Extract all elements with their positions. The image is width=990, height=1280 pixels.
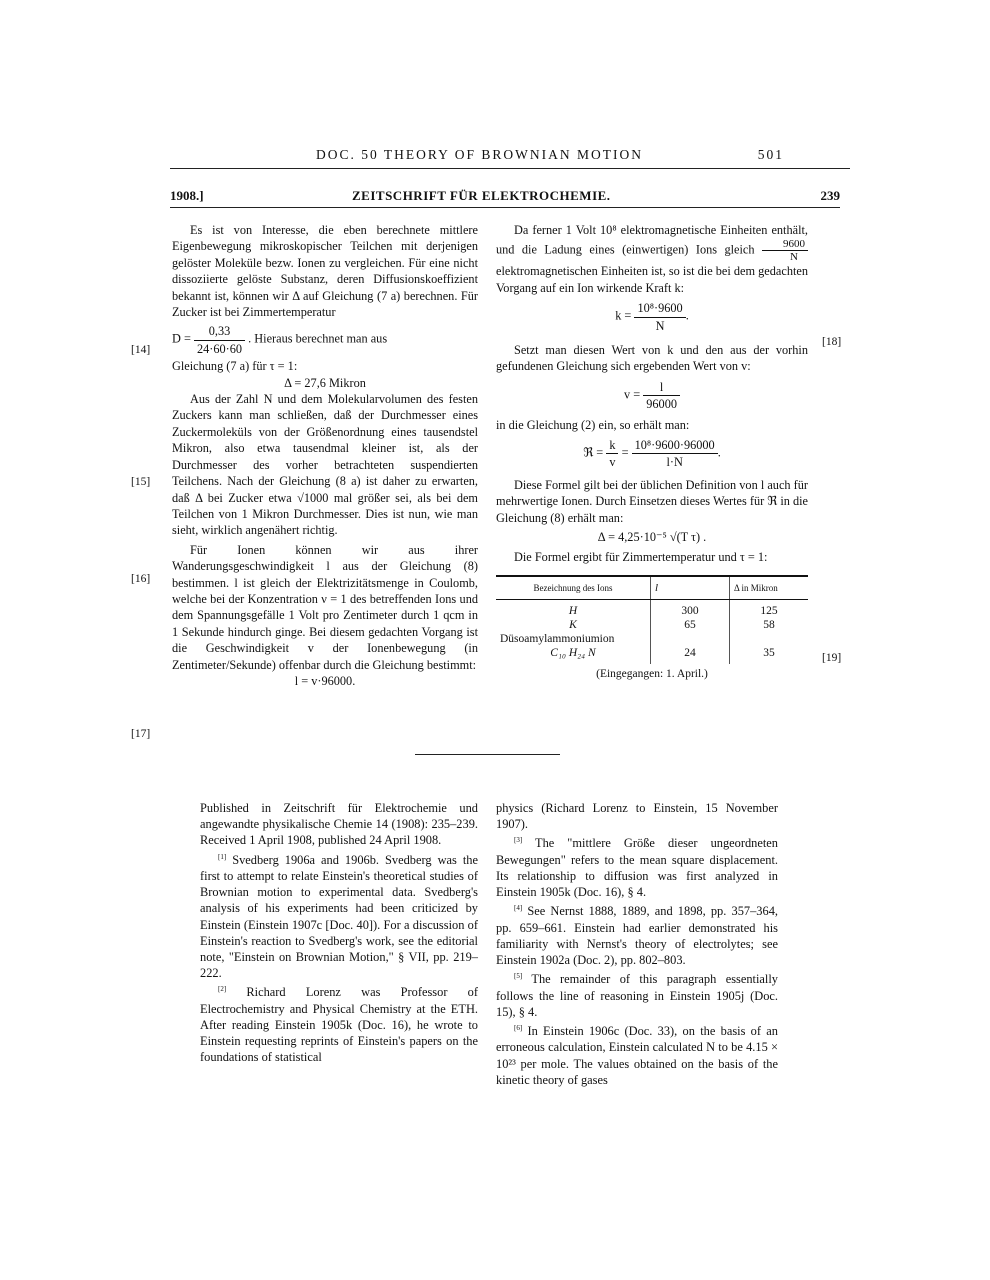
ion-table-header [496, 576, 808, 600]
equation-final: Δ = 4,25·10⁻⁵ √(T τ) . [597, 530, 707, 545]
table-row [496, 632, 808, 646]
equation-R-lhs: ℜ = [583, 445, 604, 460]
margin-note-17: [17] [131, 728, 151, 740]
equation-D-numerator: 0,33 [194, 323, 245, 340]
footnote-2-continued: physics (Richard Lorenz to Einstein, 15 November 1907). [496, 801, 778, 832]
footnote-mark-6: [6] [514, 1024, 523, 1033]
ion-l-cell: 300 [651, 600, 730, 619]
right-paragraph-1b: elektromagnetischen Einheiten ist, so ist die bei dem gedachten Vorgang auf ein Ion wirkende Kraft k: [496, 264, 808, 295]
journal-title: ZEITSCHRIFT FÜR ELEKTROCHEMIE. [352, 188, 611, 203]
left-paragraph-3: Aus der Zahl N und dem Molekularvolumen des festen Zuckers kann man schließen, daß der Durchmesser eines Zuckermoleküls von der Größenordnung eines tausendstel Mikron, also etwa tausendmal kleiner ist, als der Durchmesser des vorher betrachteten suspendierten Teilchens. Nach der Gleichung (8 a) ist daher zu erwarten, daß Δ bei Zucker etwa √1000 mal größer sei, als bei dem Teilchen von 1 Mikron Durchmesser. Dies ist nun, wie man sieht, wirklich angenähert richtig. [172, 392, 478, 538]
footnote-4 [496, 900, 778, 968]
equation-R-denominator-1: v [609, 455, 616, 470]
left-column [172, 222, 478, 689]
ion-name-cell: K [569, 619, 577, 632]
equation-R-denominator-2: l·N [666, 455, 683, 470]
right-paragraph-2: Setzt man diesen Wert von k und den aus der vorhin gefundenen Gleichung sich ergebenden Wert von v: [496, 343, 808, 374]
margin-note-16: [16] [131, 573, 151, 585]
footnotes-right [496, 800, 778, 1088]
equation-k-numerator: 10⁸·9600 [634, 300, 685, 317]
table-row [496, 618, 808, 632]
footnote-3-text: The "mittlere Größe dieser ungeordneten Bewegungen" refers to the mean square displacement. Its relationship to diffusion was first analyzed in Einstein 1905k (Doc. 16), § 4. [496, 836, 779, 900]
ion-delta-cell: 58 [763, 619, 775, 632]
equation-R-numerator-1: k [606, 437, 618, 454]
footnote-publication: Published in Zeitschrift für Elektrochemie und angewandte physikalische Chemie 14 (1908): 235–239. Received 1 April 1908, published 24 April 1908. [200, 801, 478, 848]
left-paragraph-1: Es ist von Interesse, die eben berechnete mittlere Eigenbewegung mikroskopischer Teilchen mit derjenigen gelöster Moleküle bezw. Ionen zu vergleichen. Für eine nicht dissoziierte gelöste Substanz, deren Diffusionskoeffizient bekannt ist, können wir Δ auf Gleichung (7 a) berechnen. Für Zucker ist bei Zimmertemperatur [172, 223, 478, 320]
ion-delta-cell: 125 [760, 605, 778, 618]
equation-k-end: . [685, 308, 689, 323]
equation-D-denominator: 24·60·60 [196, 341, 243, 356]
equation-R [496, 437, 808, 471]
footnote-1-text: Svedberg 1906a and 1906b. Svedberg was the first to attempt to relate Einstein's theoretical studies of Brownian motion to experimental data. Svedberg's analysis of his experiments had been criticized by Einstein (Einstein 1907c [Doc. 40]). For a discussion of Einstein's reaction to Svedberg's work, see the editorial note, "Einstein on Brownian Motion," § VII, pp. 219–222. [200, 852, 478, 981]
footnote-mark-5: [5] [514, 972, 523, 981]
footnote-4-text: See Nernst 1888, 1889, and 1898, pp. 357–364, pp. 659–661. Einstein had earlier demonstrated his familiarity with Nernst's theory of electrolytes; see Einstein 1902a (Doc. 2), pp. 802–803. [496, 904, 778, 968]
header-rule [170, 168, 850, 169]
footnote-1 [200, 849, 478, 982]
ion-delta-cell [730, 632, 809, 646]
ion-charge-numerator: 9600 [762, 238, 808, 251]
ion-name-cell: C₁₀ H₂₄ N [550, 647, 596, 660]
ion-table-header-name: Bezeichnung des Ions [496, 576, 651, 600]
footnote-mark-2: [2] [218, 985, 227, 994]
equation-R-fraction-2 [632, 437, 718, 471]
ion-l-cell: 24 [651, 646, 730, 664]
margin-note-15: [15] [131, 476, 151, 488]
footnote-mark-1: [1] [218, 852, 227, 861]
footnote-2-text: Richard Lorenz was Professor of Electrochemistry and Physical Chemistry at the ETH. After reading Einstein 1905k (Doc. 16), he wrote to Einstein requesting reprints of Einstein's papers on the foundations of statistical [200, 985, 478, 1065]
equation-R-equals: = [621, 445, 629, 460]
equation-l: l = v·96000. [294, 673, 356, 688]
equation-k-fraction [634, 300, 685, 334]
equation-v-denominator: 96000 [646, 397, 677, 412]
right-column [496, 222, 808, 683]
table-row [496, 600, 808, 619]
running-head [170, 147, 850, 169]
margin-note-18: [18] [822, 336, 842, 348]
equation-delta: Δ = 27,6 Mikron [284, 375, 366, 390]
footnote-5 [496, 968, 778, 1020]
equation-k-lhs: k = [615, 308, 632, 323]
running-head-title: DOC. 50 THEORY OF BROWNIAN MOTION [316, 147, 644, 162]
ion-table-header-delta: Δ in Mikron [730, 576, 809, 600]
page-number: 501 [757, 147, 784, 162]
ion-table-header-l: l [651, 576, 730, 600]
ion-delta-cell: 35 [763, 647, 775, 660]
footnote-2 [200, 981, 478, 1065]
ion-l-cell [651, 632, 730, 646]
left-paragraph-4: Für Ionen können wir aus ihrer Wanderungsgeschwindigkeit l aus der Gleichung (8) bestimmen. l ist gleich der Elektrizitätsmenge in Coulomb, welche bei der Konzentration ν = 1 des betreffenden Ions und dem Spannungsgefälle 1 Volt pro Zentimeter durch 1 qcm in 1 Sekunde hindurch ginge. Bei diesem gedachten Vorgang ist die Geschwindigkeit v der Ionenbewegung (in Zentimeter/Sekunde) offenbar durch die Gleichung bestimmt: [172, 542, 478, 672]
table-row [496, 646, 808, 664]
right-paragraph-1 [496, 222, 808, 296]
journal-page: 239 [820, 188, 840, 203]
ion-charge-denominator: N [790, 251, 798, 264]
journal-head [170, 186, 840, 206]
ion-charge-fraction [762, 238, 808, 263]
equation-R-fraction-1 [606, 437, 618, 471]
footnote-6 [496, 1020, 778, 1088]
right-paragraph-3: in die Gleichung (2) ein, so erhält man: [496, 417, 690, 432]
equation-k [496, 300, 808, 334]
equation-v-lhs: v = [624, 387, 641, 402]
journal-year: 1908.] [170, 188, 204, 203]
right-paragraph-4: Diese Formel gilt bei der üblichen Definition von l auch für mehrwertige Ionen. Durch Einsetzen dieses Wertes für ℜ in die Gleichung (8) erhält man: [496, 477, 809, 525]
footnote-mark-3: [3] [514, 836, 523, 845]
ion-name-cell: H [568, 605, 578, 618]
equation-R-end: . [717, 445, 721, 460]
margin-note-14: [14] [131, 344, 151, 356]
ion-name-cell: Düsoamylammoniumion [500, 633, 615, 646]
margin-note-19: [19] [822, 652, 842, 664]
equation-v-numerator: l [643, 379, 680, 396]
footnote-mark-4: [4] [514, 904, 523, 913]
equation-D-text: . Hieraus berechnet man aus [248, 332, 388, 347]
equation-D-lhs: D = [172, 332, 191, 347]
footnotes-left [200, 800, 478, 1066]
equation-v-fraction [643, 379, 680, 413]
received-date: (Eingegangen: 1. April.) [596, 668, 708, 681]
footnote-3 [496, 832, 778, 900]
ion-l-cell: 65 [651, 618, 730, 632]
footnote-5-text: The remainder of this paragraph essentially follows the line of reasoning in Einstein 1905j (Doc. 15), § 4. [496, 972, 778, 1019]
equation-R-numerator-2: 10⁸·9600·96000 [632, 437, 718, 454]
equation-D [172, 323, 478, 357]
footnote-separator [415, 754, 560, 755]
right-paragraph-1a: Da ferner 1 Volt 10⁸ elektromagnetische Einheiten enthält, und die Ladung eines (einwertigen) Ions gleich [496, 223, 808, 257]
equation-D-fraction [194, 323, 245, 357]
equation-k-denominator: N [655, 318, 665, 333]
ion-table [496, 575, 808, 664]
left-paragraph-2: Gleichung (7 a) für τ = 1: [172, 359, 298, 374]
right-paragraph-5: Die Formel ergibt für Zimmertemperatur und τ = 1: [514, 549, 768, 564]
journal-rule [170, 207, 840, 208]
equation-v [496, 379, 808, 413]
footnote-6-text: In Einstein 1906c (Doc. 33), on the basis of an erroneous calculation, Einstein calculated N to be 4.15 × 10²³ per mole. The values obtained on the basis of the kinetic theory of gases [496, 1024, 778, 1087]
